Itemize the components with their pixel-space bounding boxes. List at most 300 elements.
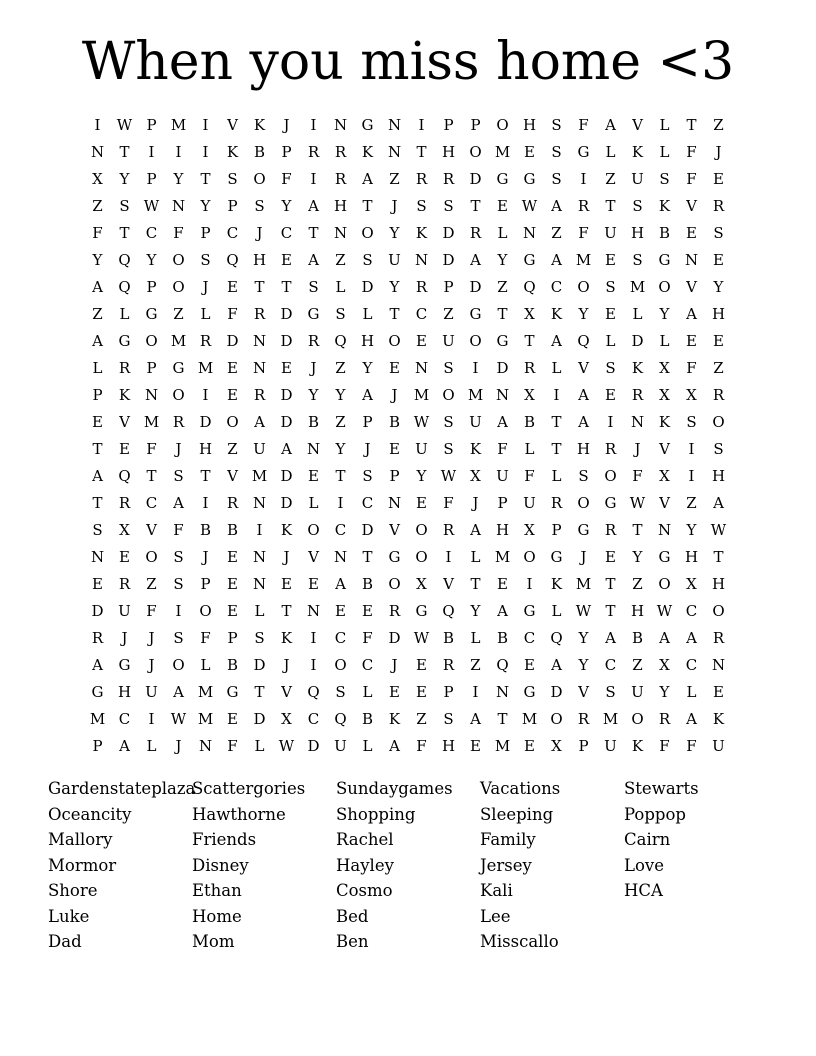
grid-letter: T (200, 467, 211, 485)
grid-letter: X (659, 656, 670, 674)
grid-letter: T (632, 521, 643, 539)
grid-letter: O (658, 278, 671, 296)
grid-letter: U (118, 602, 131, 620)
grid-letter: F (632, 467, 643, 485)
grid-letter: J (202, 548, 209, 566)
grid-letter: E (281, 251, 292, 269)
word-list-item: Sundaygames (336, 779, 453, 798)
grid-letter: P (551, 521, 562, 539)
grid-letter: V (686, 197, 697, 215)
grid-letter: I (445, 548, 452, 566)
grid-letter: L (362, 683, 373, 701)
grid-letter: K (658, 197, 671, 215)
grid-letter: X (686, 386, 697, 404)
grid-letter: I (688, 467, 695, 485)
grid-letter: A (92, 278, 103, 296)
grid-letter: E (605, 386, 616, 404)
grid-letter: G (658, 548, 671, 566)
grid-letter: V (659, 494, 670, 512)
grid-letter: L (362, 305, 373, 323)
grid-letter: K (550, 575, 563, 593)
grid-letter: S (200, 251, 211, 269)
grid-letter: T (92, 494, 103, 512)
grid-letter: T (713, 548, 724, 566)
grid-letter: H (495, 521, 510, 539)
grid-letter: L (605, 332, 616, 350)
grid-letter: A (119, 737, 130, 755)
grid-letter: P (146, 359, 157, 377)
grid-letter: Q (577, 332, 590, 350)
grid-letter: Q (118, 467, 131, 485)
grid-letter: T (335, 467, 346, 485)
grid-letter: O (388, 332, 401, 350)
grid-letter: R (307, 143, 320, 161)
grid-letter: J (175, 440, 182, 458)
grid-letter: V (227, 467, 238, 485)
grid-letter: S (227, 170, 238, 188)
grid-letter: L (659, 116, 670, 134)
grid-letter: G (118, 656, 131, 674)
grid-letter: U (496, 467, 509, 485)
grid-letter: E (713, 683, 724, 701)
grid-letter: D (280, 386, 293, 404)
grid-letter: D (226, 332, 239, 350)
grid-letter: A (578, 386, 589, 404)
grid-letter: A (686, 629, 697, 647)
grid-letter: A (470, 251, 481, 269)
grid-letter: F (686, 359, 697, 377)
grid-letter: N (711, 656, 726, 674)
grid-letter: S (713, 224, 724, 242)
grid-letter: A (254, 413, 265, 431)
grid-letter: R (253, 305, 266, 323)
grid-letter: I (472, 359, 479, 377)
grid-letter: K (361, 143, 374, 161)
grid-letter: A (497, 413, 508, 431)
grid-letter: Y (659, 683, 670, 701)
grid-letter: P (227, 197, 238, 215)
grid-letter: J (283, 548, 290, 566)
grid-letter: G (577, 143, 590, 161)
word-list-item: Love (624, 855, 664, 875)
grid-letter: I (94, 116, 101, 134)
grid-letter: G (523, 251, 536, 269)
grid-letter: L (551, 602, 562, 620)
grid-letter: D (280, 467, 293, 485)
grid-letter: D (469, 278, 482, 296)
grid-letter: R (712, 386, 725, 404)
grid-letter: A (173, 494, 184, 512)
grid-letter: K (280, 629, 293, 647)
grid-letter: F (686, 143, 697, 161)
grid-letter: M (575, 251, 592, 269)
grid-letter: Z (470, 656, 481, 674)
grid-letter: A (335, 575, 346, 593)
grid-letter: N (414, 359, 429, 377)
grid-letter: L (254, 737, 265, 755)
grid-letter: X (686, 575, 697, 593)
grid-letter: R (307, 332, 320, 350)
grid-letter: G (145, 305, 158, 323)
word-list-item: Dad (48, 932, 82, 951)
grid-letter: T (686, 116, 697, 134)
grid-letter: L (497, 224, 508, 242)
grid-letter: O (172, 251, 185, 269)
grid-letter: J (310, 359, 317, 377)
grid-letter: I (310, 656, 317, 674)
grid-letter: C (145, 224, 158, 242)
grid-letter: H (333, 197, 348, 215)
grid-letter: K (253, 116, 266, 134)
grid-letter: A (551, 332, 562, 350)
grid-letter: X (470, 467, 481, 485)
grid-letter: M (575, 575, 592, 593)
grid-letter: S (119, 197, 130, 215)
grid-letter: T (281, 602, 292, 620)
grid-letter: E (227, 278, 238, 296)
grid-letter: J (283, 116, 290, 134)
grid-letter: O (577, 494, 590, 512)
word-list (48, 776, 768, 955)
word-list-item: Hayley (336, 855, 394, 875)
grid-letter: Y (281, 197, 292, 215)
word-list-item: Shore (48, 881, 98, 900)
grid-letter: A (551, 656, 562, 674)
grid-letter: S (308, 278, 319, 296)
grid-letter: C (685, 602, 698, 620)
grid-letter: C (523, 629, 536, 647)
grid-letter: S (605, 359, 616, 377)
grid-letter: G (415, 602, 428, 620)
grid-letter: Z (335, 359, 346, 377)
grid-letter: D (361, 521, 374, 539)
grid-letter: R (658, 710, 671, 728)
grid-letter: T (362, 197, 373, 215)
grid-letter: L (200, 305, 211, 323)
grid-letter: R (442, 170, 455, 188)
grid-letter: O (631, 710, 644, 728)
grid-letter: W (278, 737, 295, 755)
grid-letter: I (472, 683, 479, 701)
word-list-item: Gardenstateplaza (48, 779, 196, 798)
grid-letter: B (253, 143, 266, 161)
grid-letter: Y (308, 386, 319, 404)
grid-letter: V (146, 521, 157, 539)
grid-letter: Y (200, 197, 211, 215)
grid-letter: R (334, 170, 347, 188)
grid-letter: U (253, 440, 266, 458)
grid-letter: C (415, 305, 428, 323)
grid-letter: N (252, 494, 267, 512)
word-search-grid (84, 112, 732, 760)
grid-letter: G (307, 305, 320, 323)
grid-letter: G (118, 332, 131, 350)
grid-letter: P (92, 737, 103, 755)
grid-letter: F (497, 440, 508, 458)
grid-letter: E (416, 494, 427, 512)
grid-letter: Z (443, 305, 454, 323)
grid-letter: N (252, 332, 267, 350)
grid-letter: W (440, 467, 457, 485)
grid-letter: Y (173, 170, 184, 188)
grid-letter: F (578, 224, 589, 242)
grid-letter: Y (470, 602, 481, 620)
word-list-item: Bed (336, 906, 369, 926)
grid-letter: L (335, 278, 346, 296)
grid-letter: A (497, 602, 508, 620)
grid-letter: T (92, 440, 103, 458)
grid-letter: U (631, 683, 644, 701)
grid-letter: K (469, 440, 482, 458)
grid-letter: X (659, 359, 670, 377)
grid-letter: D (199, 413, 212, 431)
grid-letter: C (550, 278, 563, 296)
grid-letter: R (253, 386, 266, 404)
grid-letter: R (118, 359, 131, 377)
grid-letter: E (389, 683, 400, 701)
grid-letter: C (685, 656, 698, 674)
grid-letter: T (605, 197, 616, 215)
grid-letter: U (415, 440, 428, 458)
word-list-item: Vacations (480, 779, 561, 798)
grid-letter: P (389, 467, 400, 485)
grid-letter: U (442, 332, 455, 350)
grid-letter: S (659, 170, 670, 188)
grid-letter: E (308, 575, 319, 593)
grid-letter: O (334, 656, 347, 674)
grid-letter: V (308, 548, 319, 566)
word-list-item: Ben (336, 932, 369, 951)
grid-letter: E (497, 575, 508, 593)
grid-letter: A (173, 683, 184, 701)
grid-letter: U (712, 737, 725, 755)
grid-letter: O (469, 332, 482, 350)
grid-letter: N (252, 575, 267, 593)
grid-letter: P (578, 737, 589, 755)
grid-letter: Y (659, 305, 670, 323)
grid-letter: R (604, 521, 617, 539)
grid-letter: A (605, 116, 616, 134)
grid-letter: C (361, 494, 374, 512)
grid-letter: B (388, 413, 401, 431)
grid-letter: E (605, 548, 616, 566)
grid-letter: E (416, 332, 427, 350)
grid-letter: N (90, 548, 105, 566)
grid-letter: T (308, 224, 319, 242)
grid-letter: W (413, 629, 430, 647)
grid-letter: W (143, 197, 160, 215)
grid-letter: G (658, 251, 671, 269)
grid-letter: V (632, 116, 643, 134)
grid-letter: Q (226, 251, 239, 269)
grid-letter: L (686, 683, 697, 701)
grid-letter: S (416, 197, 427, 215)
grid-letter: A (308, 251, 319, 269)
grid-letter: W (116, 116, 133, 134)
grid-letter: Z (92, 305, 103, 323)
grid-letter: O (307, 521, 320, 539)
grid-letter: N (630, 413, 645, 431)
grid-letter: G (523, 683, 536, 701)
grid-letter: S (632, 197, 643, 215)
grid-letter: A (92, 656, 103, 674)
grid-letter: N (495, 683, 510, 701)
grid-letter: I (418, 116, 425, 134)
grid-letter: Y (632, 548, 643, 566)
grid-letter: O (712, 413, 725, 431)
grid-letter: R (550, 494, 563, 512)
grid-letter: N (306, 440, 321, 458)
grid-letter: E (92, 575, 103, 593)
grid-letter: N (684, 251, 699, 269)
grid-letter: B (361, 710, 374, 728)
grid-letter: D (442, 251, 455, 269)
word-list-item: HCA (624, 881, 663, 900)
grid-letter: G (469, 305, 482, 323)
grid-letter: E (686, 224, 697, 242)
grid-letter: B (361, 575, 374, 593)
grid-letter: X (524, 386, 535, 404)
grid-letter: E (605, 251, 616, 269)
grid-letter: K (550, 305, 563, 323)
grid-letter: E (416, 683, 427, 701)
grid-letter: R (226, 494, 239, 512)
grid-letter: B (523, 413, 536, 431)
grid-letter: O (415, 521, 428, 539)
grid-letter: S (443, 440, 454, 458)
grid-letter: E (416, 656, 427, 674)
grid-letter: C (280, 224, 293, 242)
grid-letter: Z (632, 575, 643, 593)
grid-letter: N (333, 116, 348, 134)
grid-letter: S (443, 413, 454, 431)
grid-letter: E (470, 737, 481, 755)
grid-letter: K (658, 413, 671, 431)
grid-letter: D (361, 278, 374, 296)
grid-letter: O (388, 575, 401, 593)
grid-letter: R (91, 629, 104, 647)
grid-letter: O (523, 548, 536, 566)
grid-letter: N (495, 386, 510, 404)
word-list-item: Mallory (48, 830, 113, 849)
grid-letter: X (659, 467, 670, 485)
grid-letter: B (658, 224, 671, 242)
grid-letter: M (467, 386, 484, 404)
grid-letter: L (551, 467, 562, 485)
grid-letter: G (361, 116, 374, 134)
grid-letter: V (659, 440, 670, 458)
grid-letter: S (551, 143, 562, 161)
grid-letter: A (362, 170, 373, 188)
grid-letter: H (711, 575, 726, 593)
grid-letter: I (688, 440, 695, 458)
grid-letter: W (575, 602, 592, 620)
grid-letter: C (334, 521, 347, 539)
grid-letter: L (605, 143, 616, 161)
grid-letter: D (496, 359, 509, 377)
word-list-item: Luke (48, 906, 90, 926)
grid-letter: M (521, 710, 538, 728)
grid-letter: F (200, 629, 211, 647)
grid-letter: S (173, 467, 184, 485)
grid-letter: R (604, 440, 617, 458)
grid-letter: H (252, 251, 267, 269)
grid-letter: T (281, 278, 292, 296)
grid-letter: R (199, 332, 212, 350)
word-list-item: Jersey (480, 855, 532, 875)
grid-letter: Y (389, 224, 400, 242)
grid-letter: D (280, 305, 293, 323)
word-list-item: Family (480, 830, 536, 849)
grid-letter: F (443, 494, 454, 512)
grid-letter: S (335, 683, 346, 701)
word-list-item: Scattergories (192, 779, 306, 798)
grid-letter: S (92, 521, 103, 539)
grid-letter: G (577, 521, 590, 539)
grid-letter: P (227, 629, 238, 647)
grid-letter: Y (146, 251, 157, 269)
grid-letter: E (713, 170, 724, 188)
grid-letter: H (576, 440, 591, 458)
grid-letter: R (442, 521, 455, 539)
grid-letter: D (442, 224, 455, 242)
grid-letter: F (524, 467, 535, 485)
grid-letter: Z (686, 494, 697, 512)
grid-letter: G (550, 548, 563, 566)
grid-letter: A (470, 710, 481, 728)
grid-letter: S (362, 251, 373, 269)
grid-letter: R (442, 656, 455, 674)
grid-letter: H (630, 224, 645, 242)
grid-letter: Y (335, 440, 346, 458)
grid-letter: W (521, 197, 538, 215)
grid-letter: F (686, 170, 697, 188)
grid-letter: D (307, 737, 320, 755)
grid-letter: N (198, 737, 213, 755)
grid-letter: B (307, 413, 320, 431)
grid-letter: K (388, 710, 401, 728)
grid-letter: Z (92, 197, 103, 215)
word-list-item: Misscallo (480, 932, 559, 951)
grid-letter: Q (442, 602, 455, 620)
grid-letter: Z (173, 305, 184, 323)
grid-letter: P (362, 413, 373, 431)
grid-letter: D (253, 710, 266, 728)
grid-letter: D (280, 413, 293, 431)
grid-letter: S (362, 467, 373, 485)
grid-letter: Q (496, 656, 509, 674)
grid-letter: S (713, 440, 724, 458)
grid-letter: E (362, 602, 373, 620)
grid-letter: O (361, 224, 374, 242)
grid-letter: X (659, 386, 670, 404)
grid-letter: G (172, 359, 185, 377)
grid-letter: R (415, 278, 428, 296)
grid-letter: O (172, 386, 185, 404)
grid-letter: E (119, 548, 130, 566)
grid-letter: O (415, 548, 428, 566)
grid-letter: G (604, 494, 617, 512)
grid-letter: N (387, 143, 402, 161)
grid-letter: A (686, 710, 697, 728)
grid-letter: V (119, 413, 130, 431)
grid-letter: I (202, 143, 209, 161)
grid-letter: M (197, 359, 214, 377)
grid-letter: I (202, 386, 209, 404)
grid-letter: P (200, 224, 211, 242)
grid-letter: T (200, 170, 211, 188)
grid-letter: N (90, 143, 105, 161)
